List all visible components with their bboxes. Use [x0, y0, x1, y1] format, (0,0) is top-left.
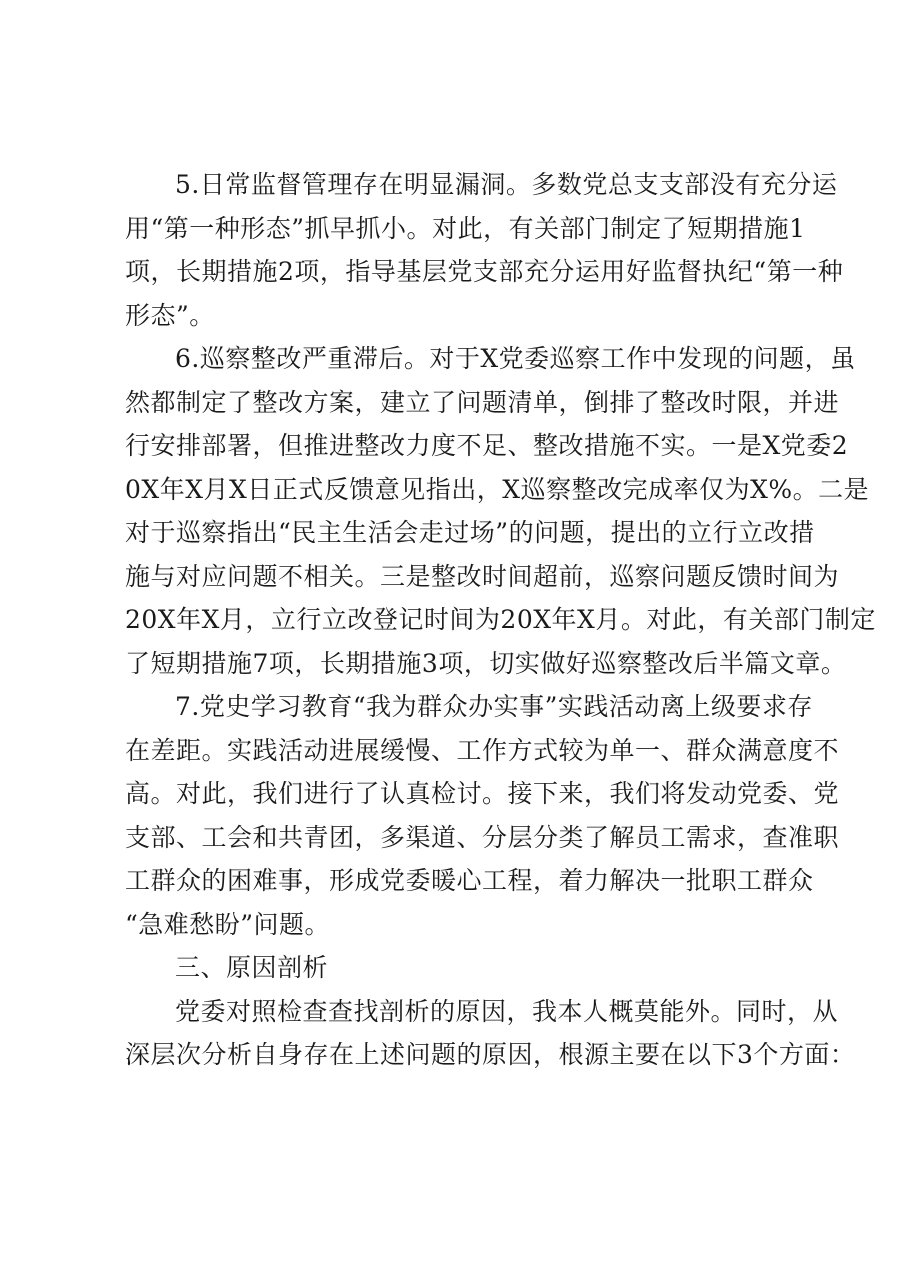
paragraph-item-7	[125, 685, 840, 946]
text-line: 工群众的困难事，形成党委暖心工程，着力解决一批职工群众	[125, 866, 814, 895]
text-line: 项，长期措施2项，指导基层党支部充分运用好监督执纪“第一种	[125, 257, 844, 286]
text-line: 7.党史学习教育“我为群众办实事”实践活动离上级要求存	[175, 692, 813, 721]
text-line: 6.巡察整改严重滞后。对于X党委巡察工作中发现的问题，虽	[175, 344, 856, 373]
text-line: 支部、工会和共青团，多渠道、分层分类了解员工需求，查准职	[125, 822, 840, 852]
document-page	[125, 163, 876, 1077]
text-line: 20X年X月，立行立改登记时间为20X年X月。对此，有关部门制定	[125, 605, 876, 634]
text-line: “急难愁盼”问题。	[125, 909, 331, 939]
text-line: 深层次分析自身存在上述问题的原因，根源主要在以下3个方面：	[125, 1040, 856, 1069]
text-line: 5.日常监督管理存在明显漏洞。多数党总支支部没有充分运	[175, 170, 838, 199]
text-line: 在差距。实践活动进展缓慢、工作方式较为单一、群众满意度不	[125, 735, 840, 765]
text-line: 对于巡察指出“民主生活会走过场”的问题，提出的立行立改措	[125, 518, 815, 547]
paragraph-cause-analysis	[125, 990, 856, 1077]
section-heading	[125, 946, 825, 990]
text-line: 形态”。	[125, 300, 215, 330]
section-heading-text: 三、原因剖析	[175, 953, 329, 982]
paragraph-item-6	[125, 337, 876, 685]
text-line: 党委对照检查查找剖析的原因，我本人概莫能外。同时，从	[175, 996, 839, 1026]
text-line: 施与对应问题不相关。三是整改时间超前，巡察问题反馈时间为	[125, 561, 840, 591]
text-line: 然都制定了整改方案，建立了问题清单，倒排了整改时限，并进	[125, 387, 840, 417]
text-line: 了短期措施7项，长期措施3项，切实做好巡察整改后半篇文章。	[125, 648, 847, 678]
text-line: 高。对此，我们进行了认真检讨。接下来，我们将发动党委、党	[125, 779, 840, 808]
text-line: 0X年X月X日正式反馈意见指出，X巡察整改完成率仅为X%。二是	[125, 474, 870, 504]
text-line: 行安排部署，但推进整改力度不足、整改措施不实。一是X党委2	[125, 431, 849, 460]
text-line: 用“第一种形态”抓早抓小。对此，有关部门制定了短期措施1	[125, 213, 806, 243]
paragraph-item-5	[125, 163, 844, 337]
